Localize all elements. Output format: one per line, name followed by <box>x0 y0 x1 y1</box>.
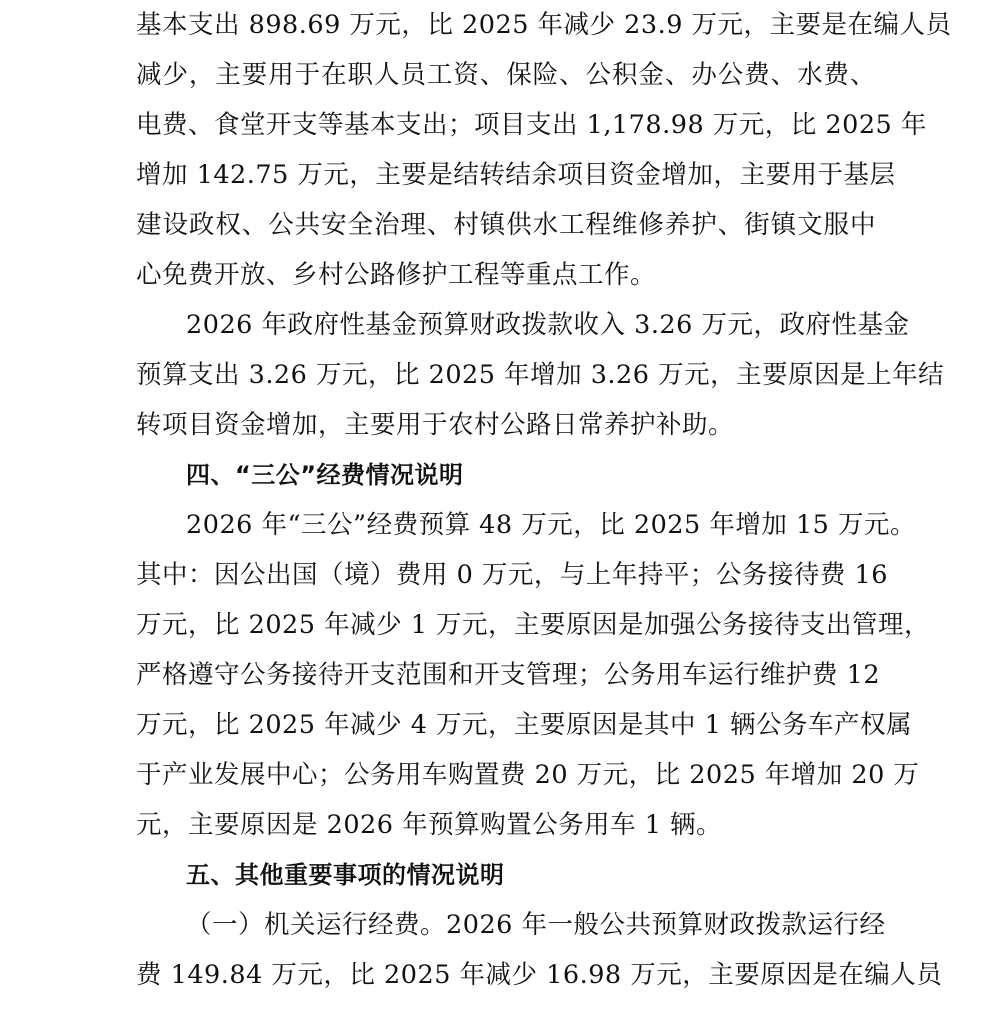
paragraph-basic-expenditure <box>136 0 952 300</box>
text-line: 其中：因公出国（境）费用 0 万元，与上年持平；公务接待费 16 <box>136 560 888 590</box>
text-line: 建设政权、公共安全治理、村镇供水工程维修养护、街镇文服中 <box>136 210 876 240</box>
text-line: 2026 年政府性基金预算财政拨款收入 3.26 万元，政府性基金 <box>186 310 910 340</box>
text-line: 电费、食堂开支等基本支出；项目支出 1,178.98 万元，比 2025 年 <box>136 110 927 140</box>
document-page <box>136 0 952 1000</box>
section-heading-three-public: 四、“三公”经费情况说明 <box>186 461 464 489</box>
paragraph-operating-costs <box>136 900 943 1000</box>
text-line: 减少，主要用于在职人员工资、保险、公积金、办公费、水费、 <box>136 60 876 90</box>
text-line: 预算支出 3.26 万元，比 2025 年增加 3.26 万元，主要原因是上年结 <box>136 360 945 390</box>
text-line: 基本支出 898.69 万元，比 2025 年减少 23.9 万元，主要是在编人员 <box>136 10 952 40</box>
text-line: 增加 142.75 万元，主要是结转结余项目资金增加，主要用于基层 <box>136 160 896 190</box>
paragraph-government-fund <box>136 300 945 450</box>
text-line: 万元，比 2025 年减少 1 万元，主要原因是加强公务接待支出管理， <box>136 610 931 640</box>
text-line: 于产业发展中心；公务用车购置费 20 万元，比 2025 年增加 20 万 <box>136 760 920 790</box>
text-line: 元，主要原因是 2026 年预算购置公务用车 1 辆。 <box>136 810 723 840</box>
text-line: 2026 年“三公”经费预算 48 万元，比 2025 年增加 15 万元。 <box>186 510 917 540</box>
text-line: 万元，比 2025 年减少 4 万元，主要原因是其中 1 辆公务车产权属 <box>136 710 912 740</box>
text-line: 心免费开放、乡村公路修护工程等重点工作。 <box>136 260 657 290</box>
text-line: 费 149.84 万元，比 2025 年减少 16.98 万元，主要原因是在编人员 <box>136 960 943 990</box>
text-line: 转项目资金增加，主要用于农村公路日常养护补助。 <box>136 410 735 440</box>
text-line: （一）机关运行经费。2026 年一般公共预算财政拨款运行经 <box>186 910 886 940</box>
text-line: 严格遵守公务接待开支范围和开支管理；公务用车运行维护费 12 <box>136 660 881 690</box>
section-heading-other-matters: 五、其他重要事项的情况说明 <box>186 861 505 889</box>
paragraph-three-public-expenses <box>136 500 931 850</box>
